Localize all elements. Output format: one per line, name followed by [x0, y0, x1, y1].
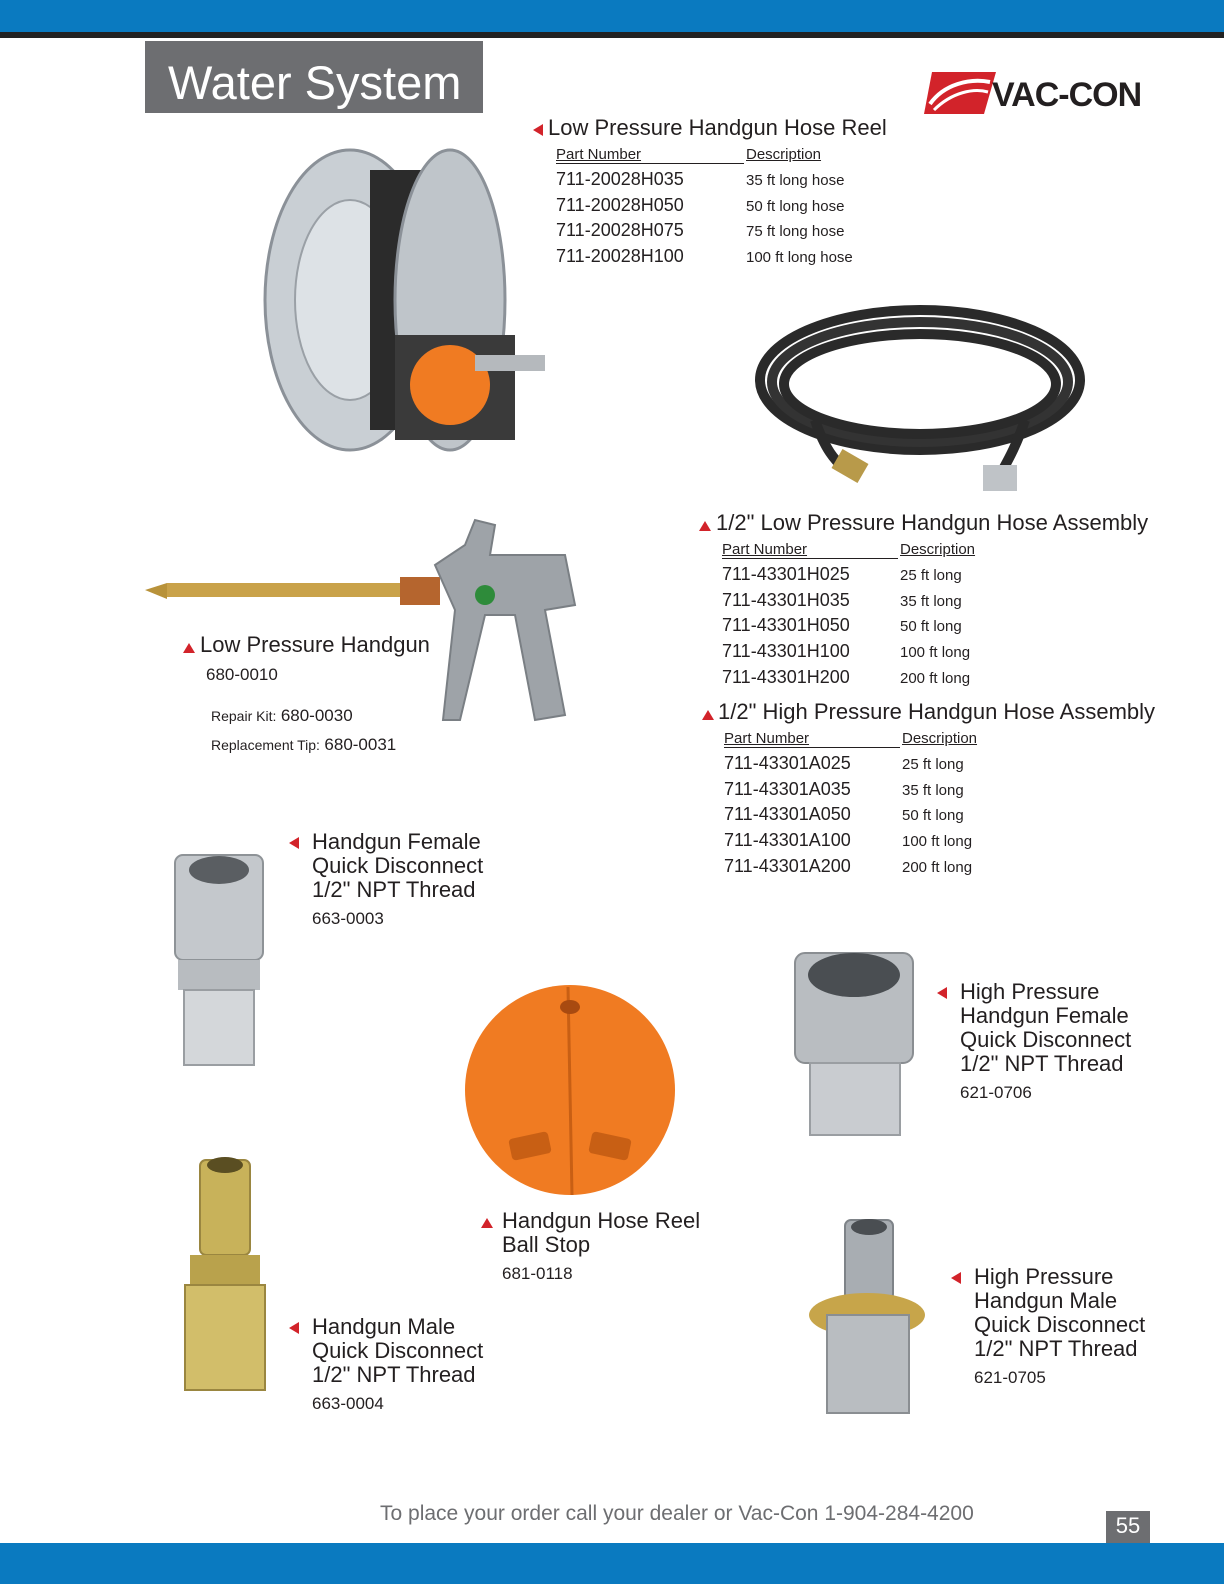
hose-reel-col-desc: Description — [746, 146, 822, 163]
repair-kit-line — [211, 706, 353, 726]
female-qd-line2: Quick Disconnect — [312, 853, 484, 878]
table-row-part: 711-43301A050 — [724, 804, 851, 824]
table-row-desc: 35 ft long — [900, 593, 962, 610]
ball-stop-title — [502, 1209, 700, 1257]
hp-female-qd-image — [790, 945, 920, 1140]
table-row-part: 711-43301H050 — [722, 615, 850, 635]
low-hose-col-part: Part Number — [722, 541, 808, 558]
footer-order-text: To place your order call your dealer or Vac-Con 1-904-284-4200 — [380, 1502, 974, 1525]
hose-reel-title: Low Pressure Handgun Hose Reel — [548, 115, 887, 140]
hose-assembly-image — [755, 300, 1095, 505]
hp-male-qd-title — [974, 1265, 1145, 1361]
table-row-part: 711-20028H050 — [556, 195, 684, 215]
vac-con-logo — [924, 70, 1144, 118]
male-qd-line2: Quick Disconnect — [312, 1338, 484, 1363]
table-row-part: 711-43301H025 — [722, 564, 850, 584]
table-row-desc: 50 ft long — [900, 618, 962, 635]
replacement-tip-label: Replacement Tip: — [211, 737, 320, 753]
table-row-desc: 75 ft long hose — [746, 223, 845, 240]
handgun-image — [145, 515, 590, 730]
replacement-tip-part: 680-0031 — [324, 735, 397, 754]
table-row-part: 711-43301A025 — [724, 753, 851, 773]
male-qd-line3: 1/2" NPT Thread — [312, 1362, 476, 1387]
hose-reel-image — [250, 140, 560, 470]
handgun-part: 680-0010 — [206, 665, 278, 684]
table-row-desc: 50 ft long hose — [746, 198, 845, 215]
high-hose-marker-icon — [702, 710, 714, 720]
repair-kit-part: 680-0030 — [280, 706, 353, 725]
hp-female-qd-title — [960, 980, 1131, 1076]
female-qd-line1: Handgun Female — [312, 829, 481, 854]
table-row-desc: 35 ft long — [902, 782, 964, 799]
hose-reel-marker-icon — [533, 124, 543, 136]
low-hose-col-desc: Description — [900, 541, 976, 558]
hp-female-qd-line2: Handgun Female — [960, 1003, 1129, 1028]
low-hose-marker-icon — [699, 521, 711, 531]
table-row-desc: 25 ft long — [900, 567, 962, 584]
hose-reel-col-rule — [556, 163, 744, 164]
repair-kit-label: Repair Kit: — [211, 708, 277, 724]
page-title: Water System — [168, 56, 462, 109]
table-row-part: 711-43301H035 — [722, 590, 850, 610]
female-qd-marker-icon — [289, 837, 299, 849]
female-qd-line3: 1/2" NPT Thread — [312, 877, 476, 902]
hp-male-qd-marker-icon — [951, 1272, 961, 1284]
high-hose-title: 1/2" High Pressure Handgun Hose Assembly — [718, 699, 1156, 724]
table-row-part: 711-43301A035 — [724, 779, 851, 799]
ball-stop-marker-icon — [481, 1218, 493, 1228]
table-row-desc: 200 ft long — [900, 670, 971, 687]
male-qd-image — [180, 1155, 270, 1395]
table-row-desc: 200 ft long — [902, 859, 973, 876]
hp-male-qd-line1: High Pressure — [974, 1264, 1114, 1289]
hp-female-qd-marker-icon — [937, 987, 947, 999]
hp-male-qd-image — [805, 1215, 930, 1420]
male-qd-line1: Handgun Male — [312, 1314, 456, 1339]
table-row-part: 711-43301A100 — [724, 830, 851, 850]
high-hose-col-desc: Description — [902, 730, 978, 747]
hp-female-qd-line4: 1/2" NPT Thread — [960, 1051, 1124, 1076]
table-row-desc: 100 ft long hose — [746, 249, 853, 266]
hp-male-qd-part: 621-0705 — [974, 1368, 1046, 1387]
low-hose-title: 1/2" Low Pressure Handgun Hose Assembly — [716, 510, 1149, 535]
replacement-tip-line — [211, 735, 396, 755]
high-hose-col-part: Part Number — [724, 730, 810, 747]
table-row-part: 711-20028H035 — [556, 169, 684, 189]
handgun-marker-icon — [183, 643, 195, 653]
female-qd-image — [170, 850, 270, 1070]
table-row-desc: 25 ft long — [902, 756, 964, 773]
hp-female-qd-line3: Quick Disconnect — [960, 1027, 1132, 1052]
bottom-band — [0, 1543, 1224, 1584]
ball-stop-part: 681-0118 — [502, 1264, 573, 1283]
table-row-part: 711-43301H100 — [722, 641, 850, 661]
table-row-desc: 100 ft long — [900, 644, 971, 661]
female-qd-title — [312, 830, 483, 902]
table-row-part: 711-20028H100 — [556, 246, 684, 266]
top-band — [0, 0, 1224, 32]
hp-male-qd-line2: Handgun Male — [974, 1288, 1118, 1313]
high-hose-col-rule — [724, 747, 900, 748]
table-row-desc: 35 ft long hose — [746, 172, 845, 189]
hp-female-qd-part: 621-0706 — [960, 1083, 1032, 1102]
table-row-desc: 50 ft long — [902, 807, 964, 824]
female-qd-part: 663-0003 — [312, 909, 384, 928]
handgun-title: Low Pressure Handgun — [200, 632, 430, 657]
page-number: 55 — [1115, 1513, 1141, 1538]
top-rule — [0, 32, 1224, 38]
ball-stop-line1: Handgun Hose Reel — [502, 1208, 701, 1233]
ball-stop-line2: Ball Stop — [502, 1232, 591, 1257]
table-row-part: 711-20028H075 — [556, 220, 684, 240]
brand-wordmark: VAC-CON — [992, 76, 1142, 114]
low-hose-col-rule — [722, 558, 898, 559]
table-row-part: 711-43301H200 — [722, 667, 850, 687]
hose-reel-col-part: Part Number — [556, 146, 642, 163]
table-row-desc: 100 ft long — [902, 833, 973, 850]
table-row-part: 711-43301A200 — [724, 856, 851, 876]
hp-male-qd-line3: Quick Disconnect — [974, 1312, 1146, 1337]
male-qd-part: 663-0004 — [312, 1394, 384, 1413]
ball-stop-image — [460, 985, 680, 1200]
hp-female-qd-line1: High Pressure — [960, 979, 1100, 1004]
male-qd-marker-icon — [289, 1322, 299, 1334]
male-qd-title — [312, 1315, 483, 1387]
hp-male-qd-line4: 1/2" NPT Thread — [974, 1336, 1138, 1361]
